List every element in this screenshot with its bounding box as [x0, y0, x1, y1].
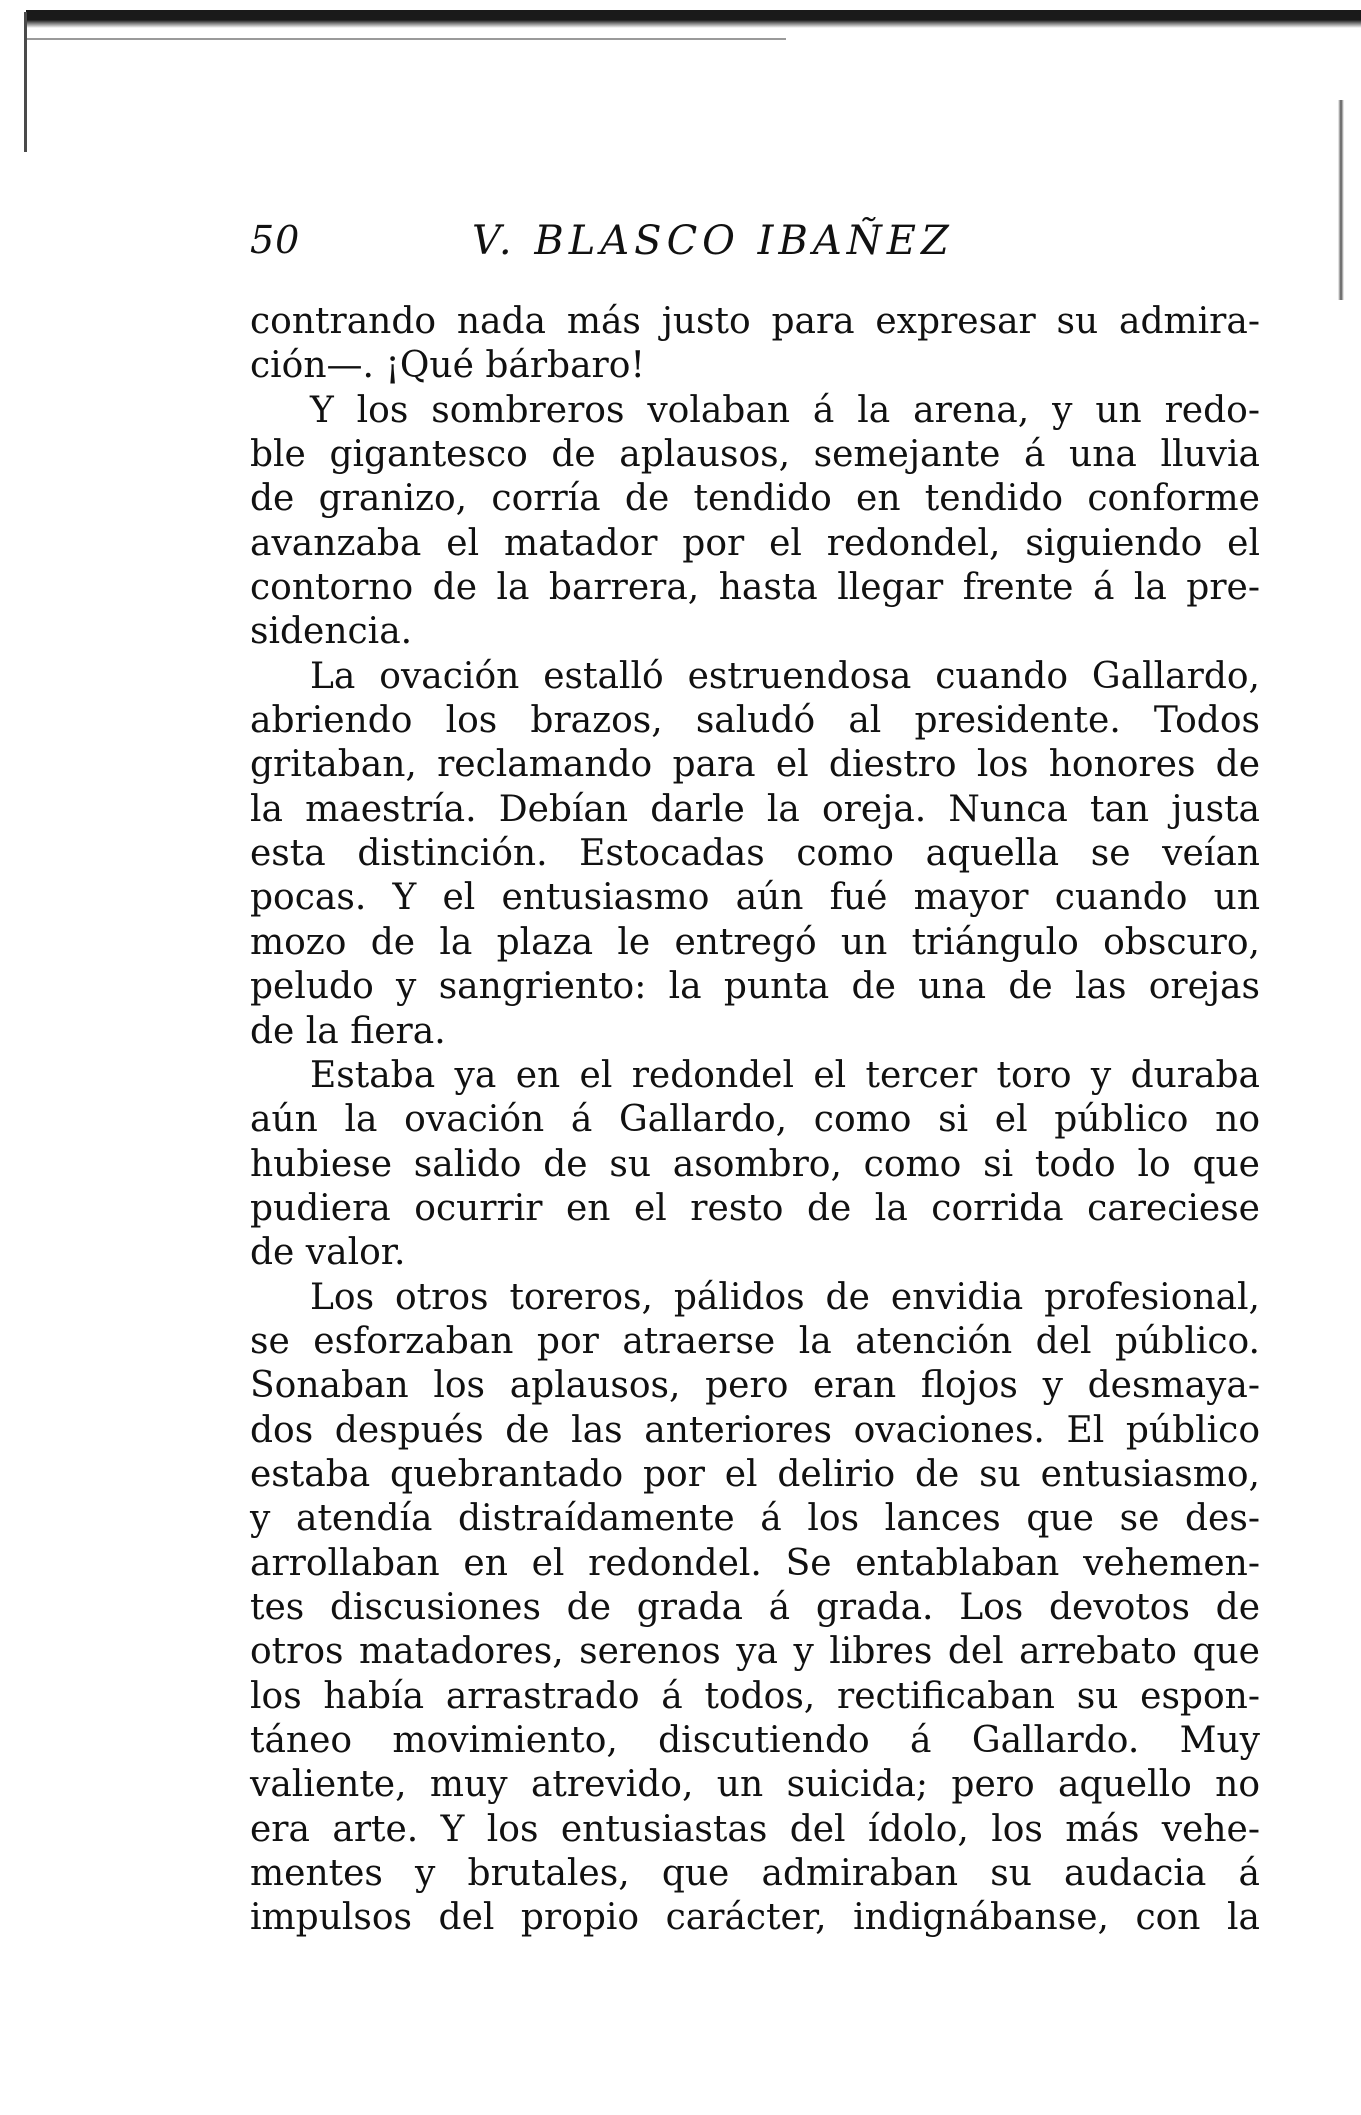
body-text [250, 300, 1260, 1941]
text-line: ción—. ¡Qué bárbaro! [250, 345, 645, 387]
text-line: otros matadores, serenos ya y libres del arrebato que [250, 1631, 1260, 1673]
text-line: sidencia. [250, 611, 413, 653]
text-line: pudiera ocurrir en el resto de la corrida careciese [250, 1187, 1260, 1229]
text-line: de la fiera. [250, 1010, 446, 1052]
text-line: contrando nada más justo para expresar su admira- [250, 301, 1260, 342]
text-line: y atendía distraídamente á los lances que se des- [250, 1498, 1260, 1540]
text-line: de granizo, corría de tendido en tendido conforme [250, 478, 1260, 520]
text-line: pocas. Y el entusiasmo aún fué mayor cuando un [250, 877, 1260, 919]
text-line: gritaban, reclamando para el diestro los honores de [250, 744, 1260, 786]
text-line: ble gigantesco de aplausos, semejante á una lluvia [250, 434, 1260, 476]
running-title: V. BLASCO IBAÑEZ [472, 218, 954, 264]
text-line: tes discusiones de grada á grada. Los devotos de [250, 1586, 1260, 1628]
text-line: peludo y sangriento: la punta de una de las orejas [250, 966, 1260, 1008]
scan-right-edge [1338, 100, 1344, 300]
text-line: era arte. Y los entusiastas del ídolo, los más vehe- [250, 1808, 1260, 1850]
scan-top-line [26, 38, 786, 40]
page-number: 50 [250, 218, 301, 262]
page-header [250, 218, 1260, 278]
text-line: de valor. [250, 1232, 406, 1274]
text-line: aún la ovación á Gallardo, como si el público no [250, 1099, 1260, 1141]
text-line: la maestría. Debían darle la oreja. Nunca tan justa [250, 788, 1260, 830]
text-line: estaba quebrantado por el delirio de su entusiasmo, [250, 1453, 1260, 1495]
text-line: hubiese salido de su asombro, como si todo lo que [250, 1143, 1260, 1185]
text-line: Sonaban los aplausos, pero eran flojos y desmaya- [250, 1365, 1260, 1407]
text-line: esta distinción. Estocadas como aquella se veían [250, 833, 1260, 875]
text-line: La ovación estalló estruendosa cuando Gallardo, [310, 655, 1260, 697]
scan-top-edge [26, 10, 1361, 28]
text-line: mozo de la plaza le entregó un triángulo obscuro, [250, 921, 1260, 963]
text-line: Estaba ya en el redondel el tercer toro y duraba [310, 1054, 1260, 1096]
text-line: impulsos del propio carácter, indignábanse, con la [250, 1897, 1260, 1939]
text-line: se esforzaban por atraerse la atención del público. [250, 1320, 1260, 1362]
scan-left-edge [24, 12, 27, 152]
text-line: los había arrastrado á todos, rectificaban su espon- [250, 1675, 1260, 1717]
text-line: arrollaban en el redondel. Se entablaban vehemen- [250, 1542, 1260, 1584]
text-line: Los otros toreros, pálidos de envidia profesional, [310, 1276, 1260, 1318]
text-line: Y los sombreros volaban á la arena, y un redo- [310, 389, 1260, 431]
text-line: táneo movimiento, discutiendo á Gallardo. Muy [250, 1720, 1260, 1761]
text-line: valiente, muy atrevido, un suicida; pero aquello no [250, 1764, 1260, 1806]
text-line: contorno de la barrera, hasta llegar frente á la pre- [250, 567, 1260, 609]
text-line: dos después de las anteriores ovaciones. El público [250, 1409, 1260, 1451]
text-line: abriendo los brazos, saludó al presidente. Todos [250, 700, 1260, 742]
text-line: mentes y brutales, que admiraban su audacia á [250, 1853, 1260, 1895]
text-line: avanzaba el matador por el redondel, siguiendo el [250, 522, 1260, 564]
